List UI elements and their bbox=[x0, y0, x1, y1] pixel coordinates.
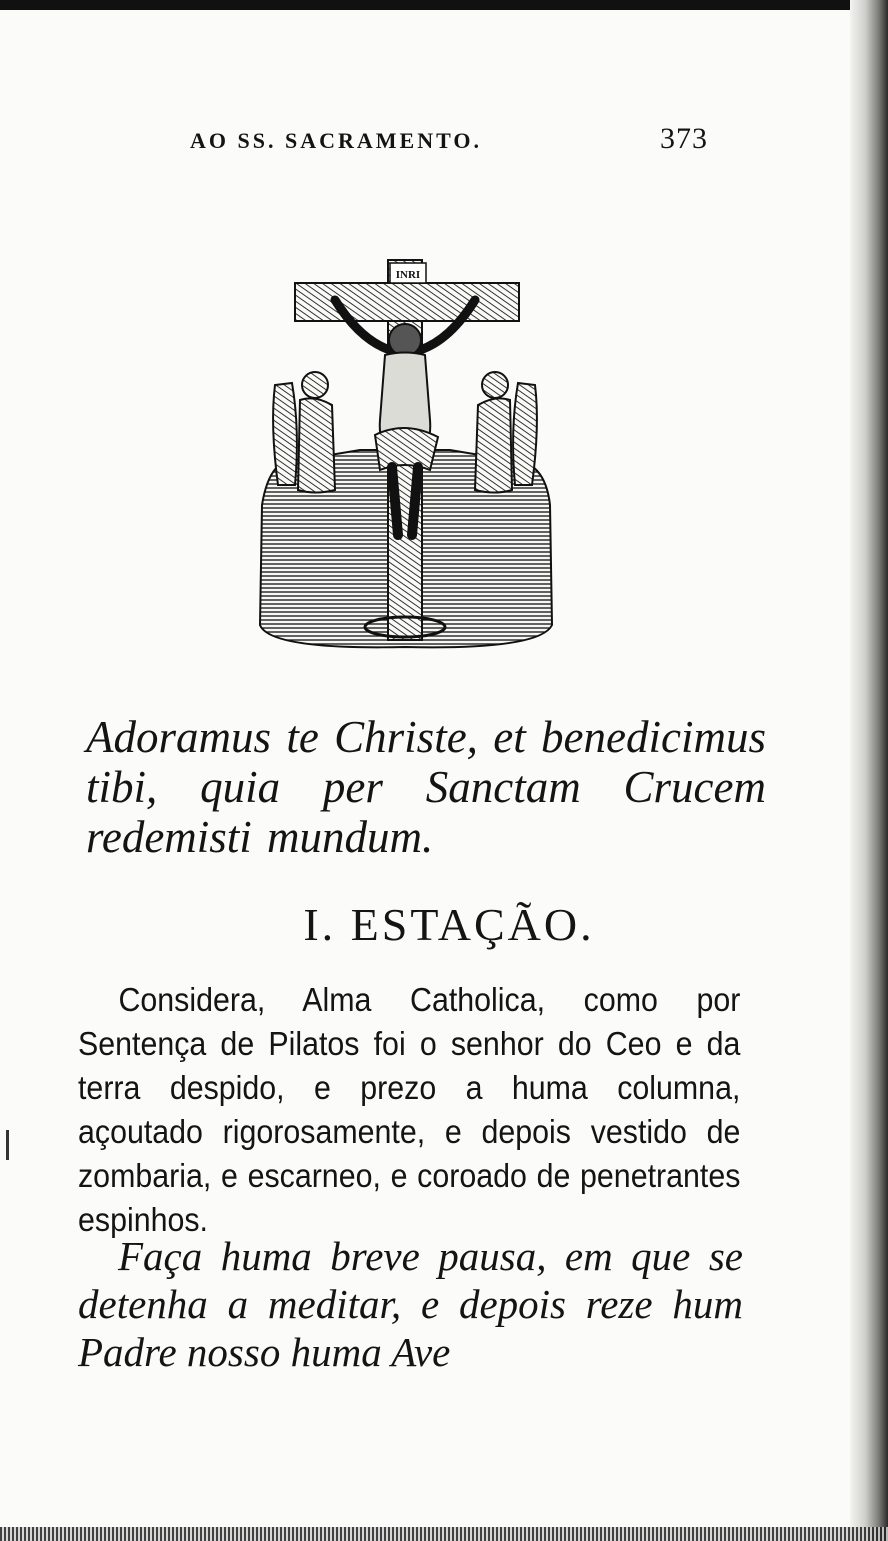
page-edge-shadow bbox=[850, 0, 888, 1541]
right-angel bbox=[475, 372, 537, 493]
running-head: AO SS. SACRAMENTO. bbox=[190, 128, 482, 153]
latin-verse: Adoramus te Christe, et benedicimus tibi, quia per Sanctam Crucem redemisti mundum. bbox=[86, 712, 766, 862]
page-number: 373 bbox=[660, 122, 708, 155]
titulus-label: INRI bbox=[395, 269, 421, 281]
rubric-instruction: Faça huma breve pausa, em que se detenha a meditar, e depois reze hum Padre nosso huma Ave bbox=[78, 1233, 743, 1375]
meditation-text: Considera, Alma Catholica, como por Sentença de Pilatos foi o senhor do Ceo e da terra despido, e prezo a huma columna, açoutado rigorosamente, e depois vestido de zombaria, e escarneo, e coroado de penetrantes espinhos. bbox=[78, 981, 741, 1238]
crucifix-engraving bbox=[240, 255, 570, 665]
left-angel bbox=[273, 372, 335, 493]
margin-mark bbox=[6, 1130, 9, 1160]
top-rule bbox=[0, 0, 852, 10]
bottom-edge bbox=[0, 1527, 888, 1541]
station-title: I. ESTAÇÃO. bbox=[303, 899, 595, 950]
